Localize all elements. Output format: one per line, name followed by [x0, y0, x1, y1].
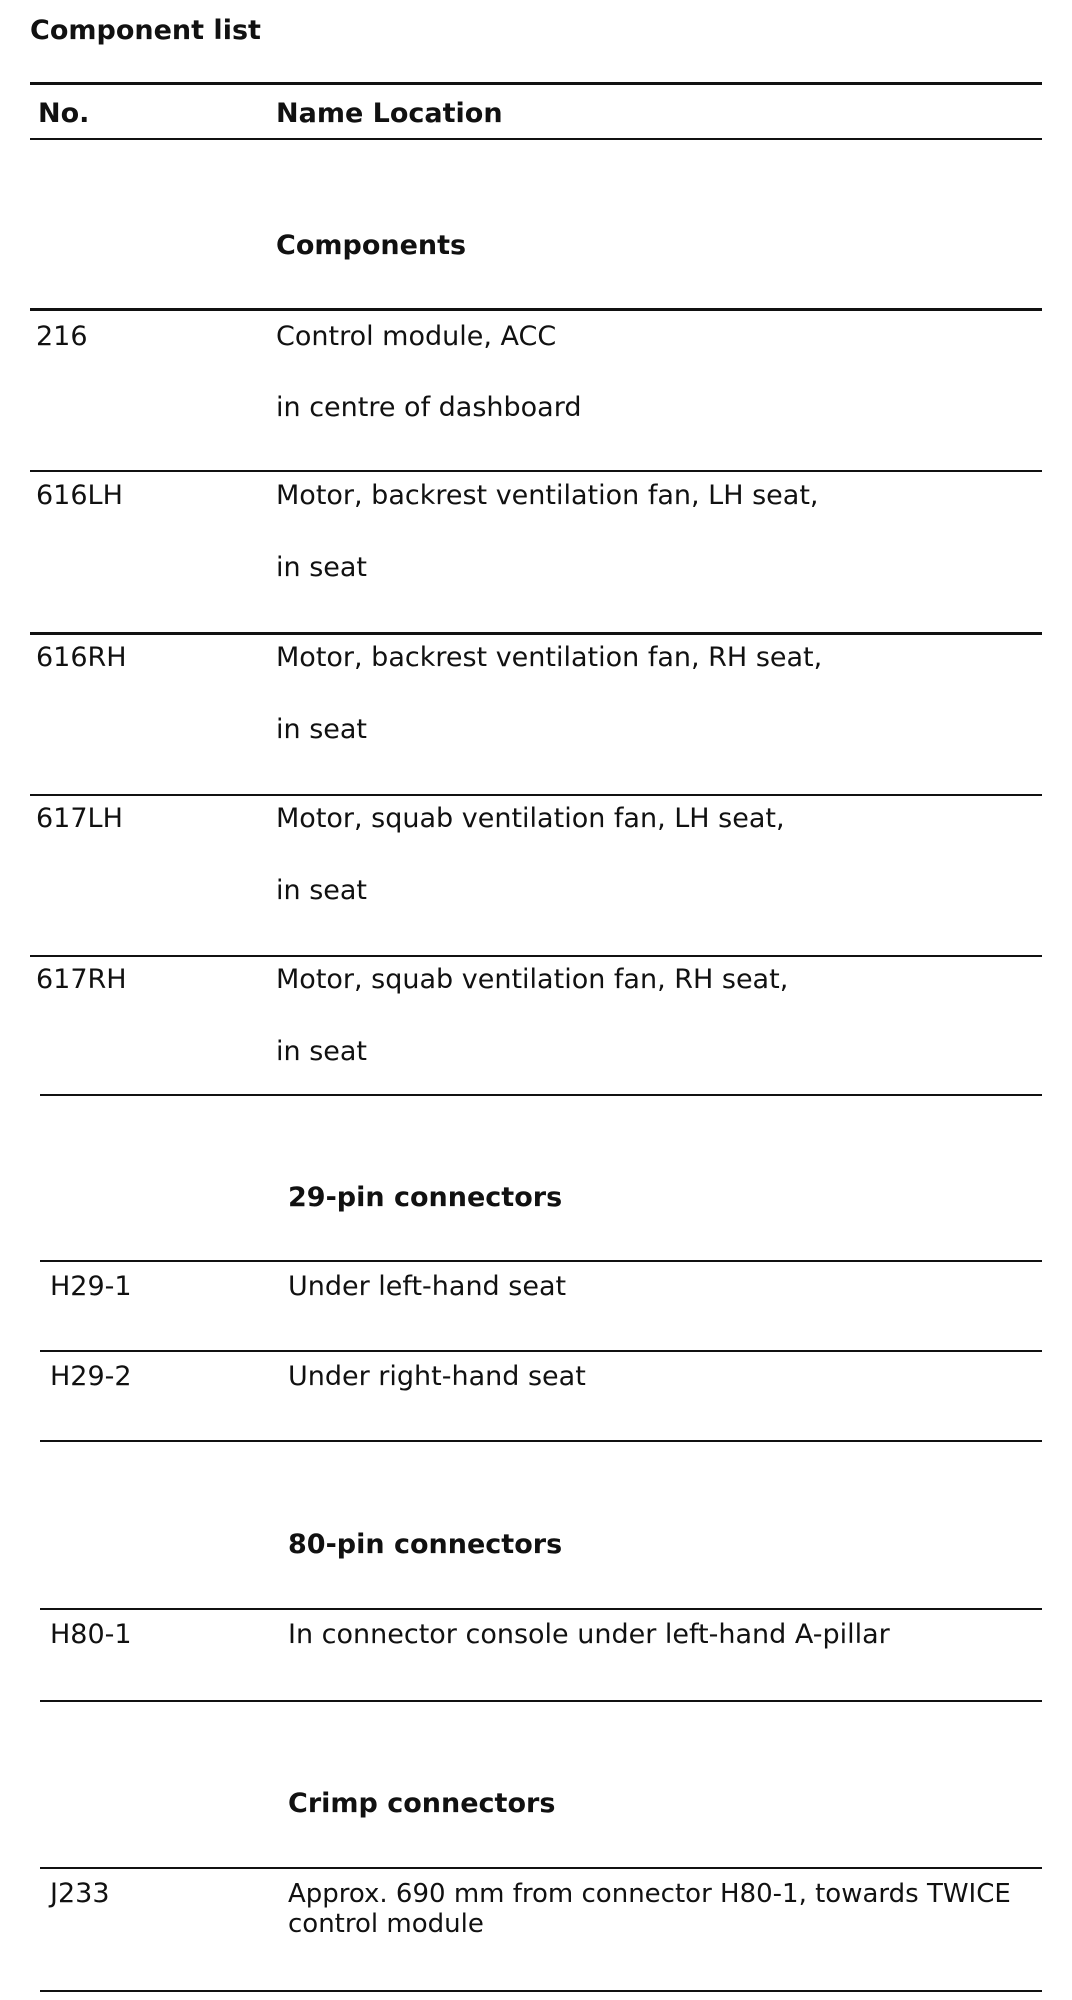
component-location: in centre of dashboard: [276, 392, 582, 423]
component-number: 216: [36, 321, 88, 352]
connector-location: Under left-hand seat: [288, 1271, 567, 1302]
section-heading-29-pin-connectors: 29-pin connectors: [288, 1182, 563, 1213]
component-name: Motor, squab ventilation fan, RH seat,: [276, 964, 789, 995]
section-bottom-rule: [40, 1094, 1042, 1096]
component-location: in seat: [276, 714, 368, 745]
section-rule: [40, 1260, 1042, 1262]
header-bottom-rule: [30, 138, 1042, 140]
section-rule: [40, 1867, 1042, 1869]
component-name: Motor, backrest ventilation fan, LH seat,: [276, 480, 819, 511]
connector-number: H29-2: [50, 1361, 132, 1392]
connector-location: In connector console under left-hand A-pillar: [288, 1619, 890, 1650]
component-location: in seat: [276, 1036, 368, 1067]
section-rule: [40, 1608, 1042, 1610]
connector-location: Approx. 690 mm from connector H80-1, towards TWICE control module: [288, 1879, 1011, 1939]
section-bottom-rule: [40, 1990, 1042, 1992]
section-bottom-rule: [40, 1700, 1042, 1702]
connector-number: H29-1: [50, 1271, 132, 1302]
component-number: 617LH: [36, 803, 123, 834]
section-rule: [30, 308, 1042, 311]
component-number: 616RH: [36, 642, 127, 673]
section-heading-components: Components: [276, 230, 467, 261]
section-heading-80-pin-connectors: 80-pin connectors: [288, 1529, 563, 1560]
component-name: Motor, backrest ventilation fan, RH seat,: [276, 642, 823, 673]
component-name: Motor, squab ventilation fan, LH seat,: [276, 803, 785, 834]
component-location: in seat: [276, 875, 368, 906]
section-bottom-rule: [40, 1440, 1042, 1442]
row-rule: [30, 955, 1042, 957]
connector-number: H80-1: [50, 1619, 132, 1650]
column-header-name-location: Name Location: [276, 98, 503, 129]
column-header-no: No.: [38, 98, 90, 129]
connector-location: Under right-hand seat: [288, 1361, 586, 1392]
row-rule: [40, 1350, 1042, 1352]
component-number: 617RH: [36, 964, 127, 995]
page-title: Component list: [30, 15, 261, 46]
row-rule: [30, 632, 1042, 635]
row-rule: [30, 470, 1042, 472]
row-rule: [30, 794, 1042, 796]
section-heading-crimp-connectors: Crimp connectors: [288, 1788, 556, 1819]
component-name: Control module, ACC: [276, 321, 557, 352]
component-location: in seat: [276, 552, 368, 583]
table-top-rule: [30, 82, 1042, 85]
connector-number: J233: [50, 1878, 110, 1909]
component-number: 616LH: [36, 480, 123, 511]
